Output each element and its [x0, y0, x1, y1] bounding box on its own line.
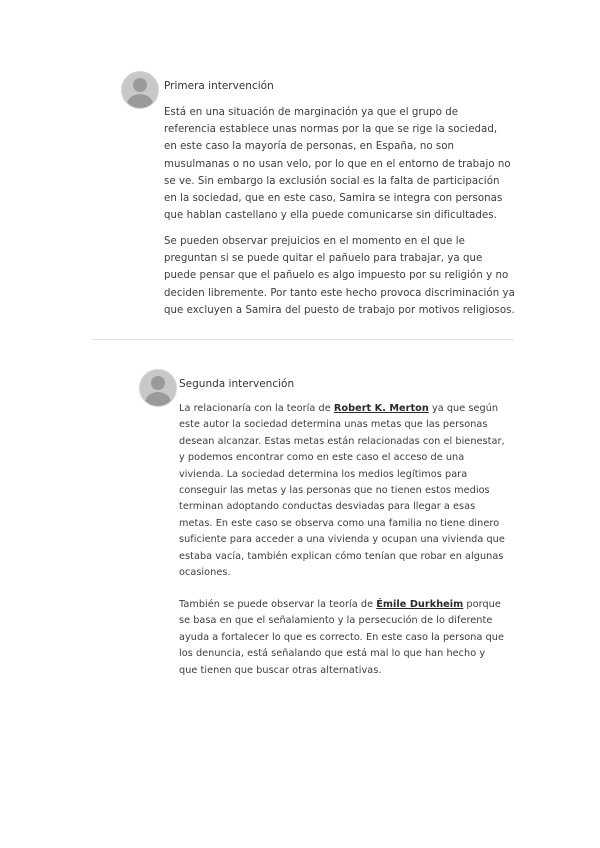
post-paragraph — [179, 597, 505, 679]
author-link-durkheim[interactable]: Émile Durkheim — [376, 599, 464, 610]
post-paragraph: Está en una situación de marginación ya que el grupo de referencia establece unas normas por la que se rige la sociedad, en este caso la mayoría de personas, en España, no son musulmanas o no usan velo, por lo que en el entorno de trabajo no se ve. Sin embargo la exclusión social es la falta de participación en la sociedad, que en este caso, Samira se integra con personas que hablan castellano y ella puede comunicarse sin dificultades. — [164, 107, 511, 222]
paragraph-text: La relacionaría con la teoría de — [179, 403, 334, 414]
author-link-merton[interactable]: Robert K. Merton — [333, 403, 429, 414]
divider — [92, 339, 514, 340]
avatar — [139, 369, 177, 407]
paragraph-text: También se puede observar la teoría de — [179, 599, 377, 610]
post-author: Segunda intervención — [179, 378, 295, 390]
avatar — [121, 71, 159, 109]
post-author: Primera intervención — [164, 80, 274, 92]
paragraph-text: ya que según este autor la sociedad determina unas metas que las personas desean alcanzar. Estas metas están relacionadas con el bienestar, y podemos encontrar como en este caso el acceso de una vivienda. La sociedad determina los medios legítimos para conseguir las metas y las personas que no tienen estos medios terminan adoptando conductas desviadas para llegar a esas metas. En este caso se observa como una familia no tiene dinero suficiente para acceder a una vivienda y ocupan una vivienda que estaba vacía, también explican cómo tenían que robar en algunas ocasiones. — [179, 403, 505, 579]
paragraph-text: porque se basa en que el señalamiento y la persecución de lo diferente ayuda a fortalecer lo que es correcto. En este caso la persona que los denuncia, está señalando que está mal lo que han hecho y que tienen que buscar otras alternativas. — [179, 599, 504, 676]
post-paragraph: Se pueden observar prejuicios en el momento en el que le preguntan si se puede quitar el pañuelo para trabajar, ya que puede pensar que el pañuelo es algo impuesto por su religión y no deciden libremente. Por tanto este hecho provoca discriminación ya que excluyen a Samira del puesto de trabajo por motivos religiosos. — [164, 236, 515, 316]
post-paragraph — [179, 401, 505, 581]
